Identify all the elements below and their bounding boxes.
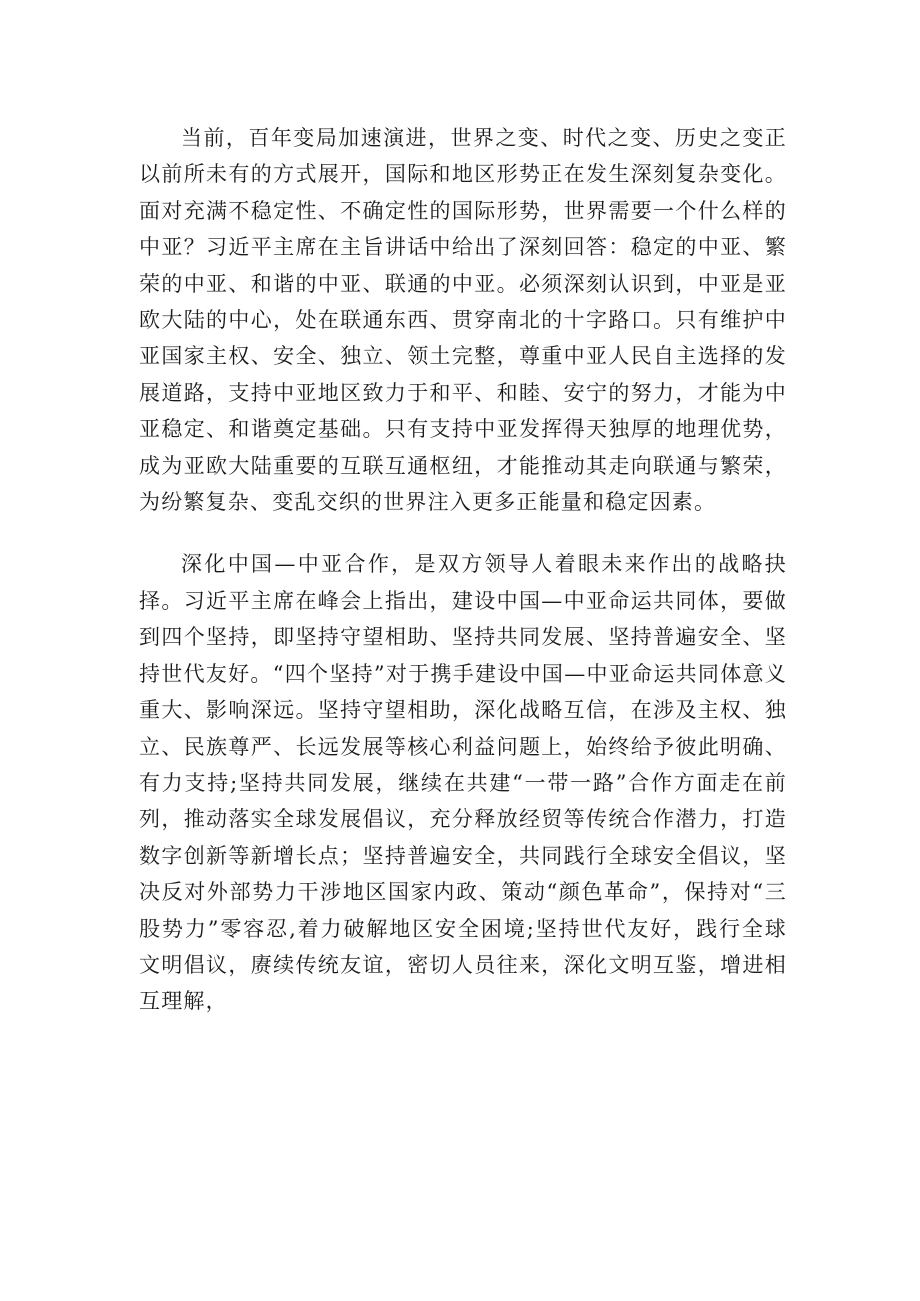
paragraph-1: 当前，百年变局加速演进，世界之变、时代之变、历史之变正以前所未有的方式展开，国际和地区形势正在发生深刻复杂变化。面对充满不稳定性、不确定性的国际形势，世界需要一个什么样的中亚？习近平主席在主旨讲话中给出了深刻回答：稳定的中亚、繁荣的中亚、和谐的中亚、联通的中亚。必须深刻认识到，中亚是亚欧大陆的中心，处在联通东西、贯穿南北的十字路口。只有维护中亚国家主权、安全、独立、领土完整，尊重中亚人民自主选择的发展道路，支持中亚地区致力于和平、和睦、安宁的努力，才能为中亚稳定、和谐奠定基础。只有支持中亚发挥得天独厚的地理优势，成为亚欧大陆重要的互联互通枢纽，才能推动其走向联通与繁荣，为纷繁复杂、变乱交织的世界注入更多正能量和稳定因素。 [139,126,787,515]
paragraph-2: 深化中国—中亚合作，是双方领导人着眼未来作出的战略抉择。习近平主席在峰会上指出，建设中国—中亚命运共同体，要做到四个坚持，即坚持守望相助、坚持共同发展、坚持普遍安全、坚持世代友好。“四个坚持”对于携手建设中国—中亚命运共同体意义重大、影响深远。坚持守望相助，深化战略互信，在涉及主权、独立、民族尊严、长远发展等核心利益问题上，始终给予彼此明确、有力支持;坚持共同发展，继续在共建“一带一路”合作方面走在前列，推动落实全球发展倡议，充分释放经贸等传统合作潜力，打造数字创新等新增长点；坚持普遍安全，共同践行全球安全倡议，坚决反对外部势力干涉地区国家内政、策动“颜色革命”，保持对“三股势力”零容忍,着力破解地区安全困境;坚持世代友好，践行全球文明倡议，赓续传统友谊，密切人员往来，深化文明互鉴，增进相互理解， [139,552,787,1014]
document-body [139,120,787,1020]
